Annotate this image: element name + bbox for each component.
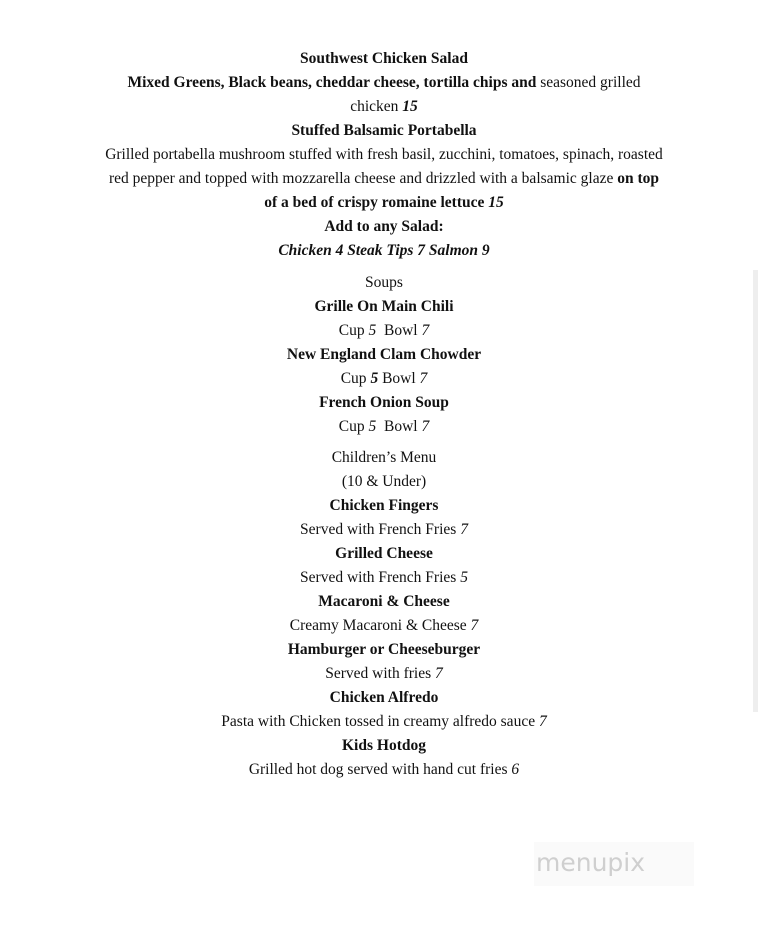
kids-item-desc [0, 711, 768, 733]
kids-desc-text: Pasta with Chicken tossed in creamy alfredo sauce [221, 713, 539, 730]
portabella-desc-3 [0, 192, 768, 214]
kids-desc-text: Grilled hot dog served with hand cut fries [248, 761, 512, 778]
soup-cup-price: 5 [368, 418, 377, 435]
kids-desc-text: Creamy Macaroni & Cheese [289, 617, 471, 634]
soup-bowl-label: Bowl [376, 322, 422, 339]
children-heading: Children’s Menu [331, 449, 437, 466]
watermark-text: menupix [536, 848, 646, 877]
portabella-title: Stuffed Balsamic Portabella [291, 122, 477, 139]
kids-desc-text: Served with French Fries [300, 521, 461, 538]
southwest-price: 15 [402, 98, 418, 115]
soup-price-line [0, 416, 768, 438]
southwest-salad-desc-1 [0, 72, 768, 94]
soup-name: French Onion Soup [319, 394, 449, 411]
kids-item-name: Kids Hotdog [342, 737, 426, 754]
addons-items: Chicken 4 Steak Tips 7 Salmon 9 [278, 242, 490, 259]
soup-price-line [0, 368, 768, 390]
menupix-watermark [534, 842, 694, 886]
vertical-scrollbar[interactable] [753, 270, 758, 712]
portabella-desc-line3: of a bed of crispy romaine lettuce [264, 194, 489, 211]
southwest-salad-desc-2 [0, 96, 768, 118]
kids-item-desc [0, 519, 768, 541]
addons-heading: Add to any Salad: [324, 218, 444, 235]
kids-item-name: Chicken Alfredo [329, 689, 439, 706]
children-age: (10 & Under) [341, 473, 427, 490]
portabella-desc-line2: red pepper and topped with mozzarella cheese and drizzled with a balsamic glaze [108, 170, 618, 187]
kids-desc-text: Served with fries [325, 665, 435, 682]
soup-bowl-price: 7 [421, 322, 430, 339]
soup-bowl-price: 7 [419, 370, 428, 387]
kids-price: 7 [435, 665, 443, 682]
kids-price: 7 [460, 521, 468, 538]
soup-cup-label: Cup [338, 418, 369, 435]
kids-item-desc [0, 615, 768, 637]
kids-price: 6 [511, 761, 520, 778]
kids-item-name: Grilled Cheese [335, 545, 433, 562]
kids-item-name: Hamburger or Cheeseburger [287, 641, 481, 658]
portabella-price: 15 [488, 194, 504, 211]
kids-item-name: Macaroni & Cheese [318, 593, 450, 610]
kids-desc-text: Served with French Fries [300, 569, 461, 586]
portabella-desc-bold: on top [617, 170, 660, 187]
soups-heading: Soups [365, 274, 403, 291]
soup-bowl-label: Bowl [378, 370, 420, 387]
soup-cup-price: 5 [368, 322, 377, 339]
kids-item-name: Chicken Fingers [329, 497, 439, 514]
kids-item-desc [0, 759, 768, 781]
southwest-desc-rest: seasoned grilled [536, 74, 641, 91]
soup-bowl-label: Bowl [376, 418, 422, 435]
southwest-desc-bold: Mixed Greens, Black beans, cheddar cheese, tortilla chips and [127, 74, 537, 91]
kids-price: 5 [460, 569, 468, 586]
southwest-salad-title: Southwest Chicken Salad [300, 50, 468, 67]
soup-cup-price: 5 [370, 370, 379, 387]
kids-item-desc [0, 567, 768, 589]
soup-name: Grille On Main Chili [314, 298, 454, 315]
soup-cup-label: Cup [338, 322, 369, 339]
kids-item-desc [0, 663, 768, 685]
kids-price: 7 [470, 617, 479, 634]
soup-price-line [0, 320, 768, 342]
portabella-desc-1: Grilled portabella mushroom stuffed with fresh basil, zucchini, tomatoes, spinach, roasted [105, 146, 663, 163]
portabella-desc-2 [0, 168, 768, 190]
soup-cup-label: Cup [340, 370, 371, 387]
kids-price: 7 [538, 713, 547, 730]
soup-bowl-price: 7 [421, 418, 430, 435]
southwest-desc-line2: chicken [350, 98, 403, 115]
soup-name: New England Clam Chowder [286, 346, 482, 363]
